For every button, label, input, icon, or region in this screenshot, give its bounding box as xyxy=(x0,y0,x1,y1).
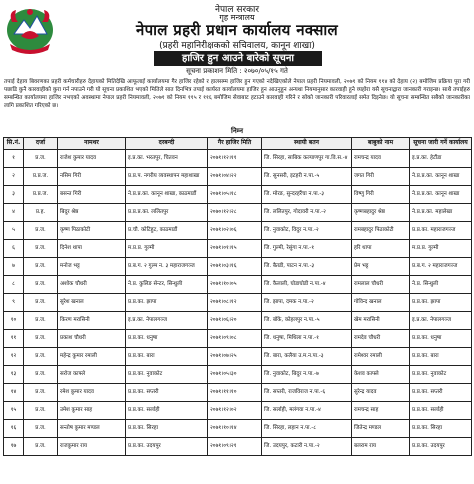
cell-permanent-address: जि. नुवाकोट, बिदुर न.पा.-७ xyxy=(262,366,352,384)
cell-father-name: विष्णु गिरी xyxy=(352,186,410,204)
cell-name: सुरेश खनाल xyxy=(58,294,126,312)
cell-absent-date: २०७१।०४।२२ xyxy=(208,168,262,186)
cell-father-name: हरि थापा xyxy=(352,240,410,258)
cell-issuing-office: प्र.प्र.का. सर्लाही xyxy=(410,402,472,420)
cell-father-name: केशव काफ्ले xyxy=(352,366,410,384)
cell-rank: प्र.प्र.ज. xyxy=(24,168,58,186)
cell-issuing-office: म.प्र.प्र. गुल्मी xyxy=(410,240,472,258)
cell-name: मनोज भट्ट xyxy=(58,258,126,276)
cell-issuing-office: प्र.प्र.का. धनुषा xyxy=(410,330,472,348)
cell-posting: प्र.प्र.का. धनुषा xyxy=(126,330,208,348)
cell-permanent-address: जि. सिरहा, साबिक कल्याणपुर गा.वि.स.-४ xyxy=(262,150,352,168)
cell-permanent-address: जि. नुवाकोट, विदुर न.पा.-२ xyxy=(262,222,352,240)
cell-permanent-address: जि. बाँके, कोहलपुर न.पा.-५ xyxy=(262,312,352,330)
cell-name: रमेश कुमार यादव xyxy=(58,384,126,402)
cell-name: सन्तोष कुमार मण्डल xyxy=(58,420,126,438)
cell-permanent-address: जि. कैलाली, घोडाघोडी न.पा.-४ xyxy=(262,276,352,294)
cell-absent-date: २०७१।०३।१६ xyxy=(208,258,262,276)
cell-rank: प्र.ह. xyxy=(24,204,58,222)
cell-issuing-office: ने.प्र. सिन्धुली xyxy=(410,276,472,294)
cell-issuing-office: ने.प्र.प्र.का. कानून शाखा xyxy=(410,168,472,186)
cell-serial: १७ xyxy=(4,438,24,456)
cell-posting: प्र.प्र.का. सिरहा xyxy=(126,420,208,438)
cell-posting: ने.प्र. कुलिङ सेन्टर, सिन्धुली xyxy=(126,276,208,294)
cell-serial: १२ xyxy=(4,348,24,366)
table-row xyxy=(4,348,472,366)
cell-issuing-office: प्र.प्र.का. नुवाकोट xyxy=(410,366,472,384)
cell-name: राजेश कुमार यादव xyxy=(58,150,126,168)
list-label: निम्न xyxy=(231,127,243,135)
cell-permanent-address: जि. ललितपुर, गोदावरी न.पा.-२ xyxy=(262,204,352,222)
cell-issuing-office: इ.प्र.का. हेटौंडा xyxy=(410,150,472,168)
cell-permanent-address: जि. सिरहा, लहान न.पा.-८ xyxy=(262,420,352,438)
table-row xyxy=(4,276,472,294)
header-name: नामथर xyxy=(58,138,126,150)
cell-absent-date: २०७१।०९।२१ xyxy=(208,438,262,456)
cell-name: दिनेश थापा xyxy=(58,240,126,258)
cell-issuing-office: प्र.प्र.का. महाराजगञ्ज xyxy=(410,222,472,240)
table-row xyxy=(4,258,472,276)
cell-permanent-address: जि. बारा, कलैया उ.म.न.पा.-३ xyxy=(262,348,352,366)
table-row xyxy=(4,294,472,312)
cell-name: बसन्त गिरी xyxy=(58,186,126,204)
government-name: नेपाल सरकार xyxy=(214,5,260,15)
cell-issuing-office: प्र.प्र.का. सप्तरी xyxy=(410,384,472,402)
cell-posting: प्र.प्र.का. झापा xyxy=(126,294,208,312)
cell-permanent-address: जि. सप्तरी, राजविराज न.पा.-६ xyxy=(262,384,352,402)
cell-absent-date: २०७१।१०।१४ xyxy=(208,420,262,438)
cell-serial: १३ xyxy=(4,366,24,384)
table-row xyxy=(4,438,472,456)
cell-serial: ९ xyxy=(4,294,24,312)
cell-issuing-office: ने.प्र.प्र.का. महालेखा xyxy=(410,204,472,222)
cell-name: कृष्ण पिठाकोटी xyxy=(58,222,126,240)
cell-posting: प्र.प्र.का. सप्तरी xyxy=(126,384,208,402)
cell-father-name: जगत गिरी xyxy=(352,168,410,186)
table-row xyxy=(4,420,472,438)
cell-rank: प्र.ज. xyxy=(24,258,58,276)
table-row xyxy=(4,222,472,240)
cell-father-name: जितेन्द्र मण्डल xyxy=(352,420,410,438)
cell-rank: प्र.प्र.ज. xyxy=(24,186,58,204)
cell-serial: ७ xyxy=(4,258,24,276)
cell-absent-date: २०७१।१०।०५ xyxy=(208,276,262,294)
cell-rank: प्र.ज. xyxy=(24,420,58,438)
cell-father-name: प्रेम भट्ट xyxy=(352,258,410,276)
ministry-name: गृह मन्त्रालय xyxy=(219,13,255,22)
cell-permanent-address: जि. सुनसरी, इटहरी न.पा.-५ xyxy=(262,168,352,186)
cell-absent-date: २०७१।०२।०६ xyxy=(208,222,262,240)
cell-father-name: रामेश्वर रमाली xyxy=(352,348,410,366)
table-row xyxy=(4,186,472,204)
cell-name: नसिम गिरी xyxy=(58,168,126,186)
table-row xyxy=(4,312,472,330)
publish-date: सूचना प्रकाशन मिति : २०७०/०५/१५ गते xyxy=(186,67,288,75)
cell-father-name: रामचन्द्र साह xyxy=(352,402,410,420)
cell-father-name: गोविन्द खनाल xyxy=(352,294,410,312)
cell-permanent-address: जि. धनुषा, मिथिला न.पा.-१ xyxy=(262,330,352,348)
cell-absent-date: २०७१।०७।२५ xyxy=(208,348,262,366)
cell-posting: ने.प्र.प्र.का. कानून शाखा, काठमाडौं xyxy=(126,186,208,204)
cell-rank: प्र.ज. xyxy=(24,150,58,168)
cell-name: अशोक चौधरी xyxy=(58,276,126,294)
cell-permanent-address: जि. बैतडी, पाटन न.पा.-३ xyxy=(262,258,352,276)
cell-permanent-address: जि. सर्लाही, मलंगवा न.पा.-४ xyxy=(262,402,352,420)
office-name: नेपाल प्रहरी प्रधान कार्यालय नक्साल xyxy=(135,21,339,39)
cell-rank: प्र.ज. xyxy=(24,222,58,240)
cell-absent-date: २०७१।०९।०८ xyxy=(208,330,262,348)
cell-father-name: कृष्णबहादुर श्रेष्ठ xyxy=(352,204,410,222)
cell-issuing-office: ने.प्र.प्र.का. कानून शाखा xyxy=(410,186,472,204)
table-row xyxy=(4,240,472,258)
cell-issuing-office: इ.प्र.का. नेपालगञ्ज xyxy=(410,312,472,330)
cell-serial: १५ xyxy=(4,402,24,420)
cell-rank: प्र.ज. xyxy=(24,240,58,258)
cell-name: उमेश कुमार साह xyxy=(58,402,126,420)
header-posting: दरबन्दी xyxy=(126,138,208,150)
header-rank: दर्जा xyxy=(24,138,58,150)
header-permanent-address: स्थायी बतन xyxy=(262,138,352,150)
cell-serial: ८ xyxy=(4,276,24,294)
cell-father-name: खेम मरासिनी xyxy=(352,312,410,330)
cell-posting: प्र.प्र.का. उदयपुर xyxy=(126,438,208,456)
cell-name: बिदुर श्रेष्ठ xyxy=(58,204,126,222)
cell-serial: १ xyxy=(4,150,24,168)
cell-rank: प्र.ज. xyxy=(24,312,58,330)
cell-posting: प्र.प्र.का. नुवाकोट xyxy=(126,366,208,384)
cell-father-name: रामचन्द्र यादव xyxy=(352,150,410,168)
header-serial: सि.नं. xyxy=(4,138,24,150)
cell-issuing-office: प्र.प्र.का. सिरहा xyxy=(410,420,472,438)
cell-rank: प्र.ज. xyxy=(24,276,58,294)
notice-title: हाजिर हुन आउने बारेको सूचना xyxy=(154,51,322,66)
cell-absent-date: २०७१।०५।३० xyxy=(208,366,262,384)
cell-name: राजकुमार राय xyxy=(58,438,126,456)
cell-issuing-office: प्र.ब.ग. २ महाराजगञ्ज xyxy=(410,258,472,276)
cell-father-name: रामबहादुर पिठाकोटी xyxy=(352,222,410,240)
cell-rank: प्र.ज. xyxy=(24,294,58,312)
cell-rank: प्र.ज. xyxy=(24,348,58,366)
cell-serial: ११ xyxy=(4,330,24,348)
cell-name: महेन्द्र कुमार रमाली xyxy=(58,348,126,366)
cell-name: किरण मरासिनी xyxy=(58,312,126,330)
cell-serial: १० xyxy=(4,312,24,330)
table-row xyxy=(4,150,472,168)
cell-permanent-address: जि. झापा, दमक न.पा.-२ xyxy=(262,294,352,312)
cell-absent-date: २०७१।०८।१२ xyxy=(208,294,262,312)
cell-father-name: बलराम राय xyxy=(352,438,410,456)
cell-permanent-address: जि. गुल्मी, रेसुंगा न.पा.-१ xyxy=(262,240,352,258)
table-row xyxy=(4,384,472,402)
cell-absent-date: २०७१।१२।११ xyxy=(208,150,262,168)
cell-absent-date: २०७१।१२।०२ xyxy=(208,402,262,420)
cell-absent-date: २०७१।०६।२० xyxy=(208,312,262,330)
cell-posting: इ.प्र.का. भरतपुर, चितवन xyxy=(126,150,208,168)
cell-posting: प्र.चौ. कोटिहुट, काठमाडौं xyxy=(126,222,208,240)
cell-absent-date: २०७१।०५।१८ xyxy=(208,186,262,204)
cell-serial: ६ xyxy=(4,240,24,258)
table-row xyxy=(4,168,472,186)
table-row xyxy=(4,366,472,384)
header-father-name: बाबुको नाम xyxy=(352,138,410,150)
cell-serial: ५ xyxy=(4,222,24,240)
cell-serial: १४ xyxy=(4,384,24,402)
intro-paragraph: तपाई देहाय बिवरणका प्रहरी कर्मचारीहरु देहायको मितिदेखि आफूलाई कार्यालयमा गैर हाजिर रहेको र हालसम्म हाजिर हुन गएको नदेखिएकोले नेपाल प्रहरी नियमावली, २०७१ को नियम ११४ को देहाय (२) बमोजिम प्रक्रिया पूरा गरी पछाडि कुनै कारवाहीको कुरा गर्न नपाउने गरी यो सूचना प्रकाशित भएको मितिले सात दिनभित्र तपाई कार्यरत कार्यालयमा हाजिर हुन आउनुहुन अन्यथा नियमानुसार कारवाही हुने व्यहोरा यसै सूचनाद्वारा जानकारी गराइन्छ। साथै तपाईहरु सम्बन्धित कार्यालयमा हाजिर नभएको अवस्थामा नेपाल प्रहरी नियमावली, २०७१ को नियम ११५ र ११६ बमोजिम सेवाबाट हटाउने कारवाही गरिने र सोको जानकारी परिवारलाई समेत दिइनेछ। यो सूचना सम्बन्धित सबैको जानकारीका लागि प्रकाशित गरिएको छ। xyxy=(4,79,470,109)
cell-name: प्रकाश चौधरी xyxy=(58,330,126,348)
header-issuing-office: सूचना जारी गर्ने कार्यालय xyxy=(410,138,472,150)
cell-issuing-office: प्र.प्र.का. उदयपुर xyxy=(410,438,472,456)
cell-posting: प्र.ब.ग. २ गुल्म न. ३ महाराजगञ्ज xyxy=(126,258,208,276)
cell-rank: प्र.ज. xyxy=(24,366,58,384)
cell-father-name: सुरेन्द्र यादव xyxy=(352,384,410,402)
cell-serial: ३ xyxy=(4,186,24,204)
table-row xyxy=(4,402,472,420)
cell-father-name: रामदेव चौधरी xyxy=(352,330,410,348)
cell-serial: ४ xyxy=(4,204,24,222)
cell-serial: १६ xyxy=(4,420,24,438)
table-row xyxy=(4,204,472,222)
cell-rank: प्र.ज. xyxy=(24,384,58,402)
cell-father-name: रामलाल चौधरी xyxy=(352,276,410,294)
sub-office-name: (प्रहरी महानिरीक्षकको सचिवालय, कानून शाखा) xyxy=(159,41,315,51)
cell-absent-date: २०७०।१२।२८ xyxy=(208,204,262,222)
cell-posting: प्र.प्र.का. बारा xyxy=(126,348,208,366)
cell-issuing-office: प्र.प्र.का. झापा xyxy=(410,294,472,312)
cell-posting: प्र.प्र.प्र.का. ललितपुर xyxy=(126,204,208,222)
cell-rank: प्र.ज. xyxy=(24,438,58,456)
absentee-table xyxy=(3,137,472,456)
table-row xyxy=(4,330,472,348)
cell-rank: प्र.ज. xyxy=(24,330,58,348)
cell-absent-date: २०७१।११।१० xyxy=(208,384,262,402)
cell-posting: म.प्र.प्र. गुल्मी xyxy=(126,240,208,258)
cell-posting: प्र.प्र.का. सर्लाही xyxy=(126,402,208,420)
cell-rank: प्र.ज. xyxy=(24,402,58,420)
header-absent-date: गैर हाजिर मिति xyxy=(208,138,262,150)
cell-absent-date: २०७१।०१।१५ xyxy=(208,240,262,258)
cell-posting: प्र.प्र.प. नगरीय व्यवस्थापन महाशाखा xyxy=(126,168,208,186)
table-header-row xyxy=(4,138,472,150)
cell-posting: इ.प्र.का. नेपालगञ्ज xyxy=(126,312,208,330)
cell-permanent-address: जि. उदयपुर, कटारी न.पा.-२ xyxy=(262,438,352,456)
cell-serial: २ xyxy=(4,168,24,186)
cell-issuing-office: प्र.प्र.का. बारा xyxy=(410,348,472,366)
cell-name: सरोज काफ्ले xyxy=(58,366,126,384)
cell-permanent-address: जि. मोरङ, सुन्दरहरैंचा न.पा.-३ xyxy=(262,186,352,204)
